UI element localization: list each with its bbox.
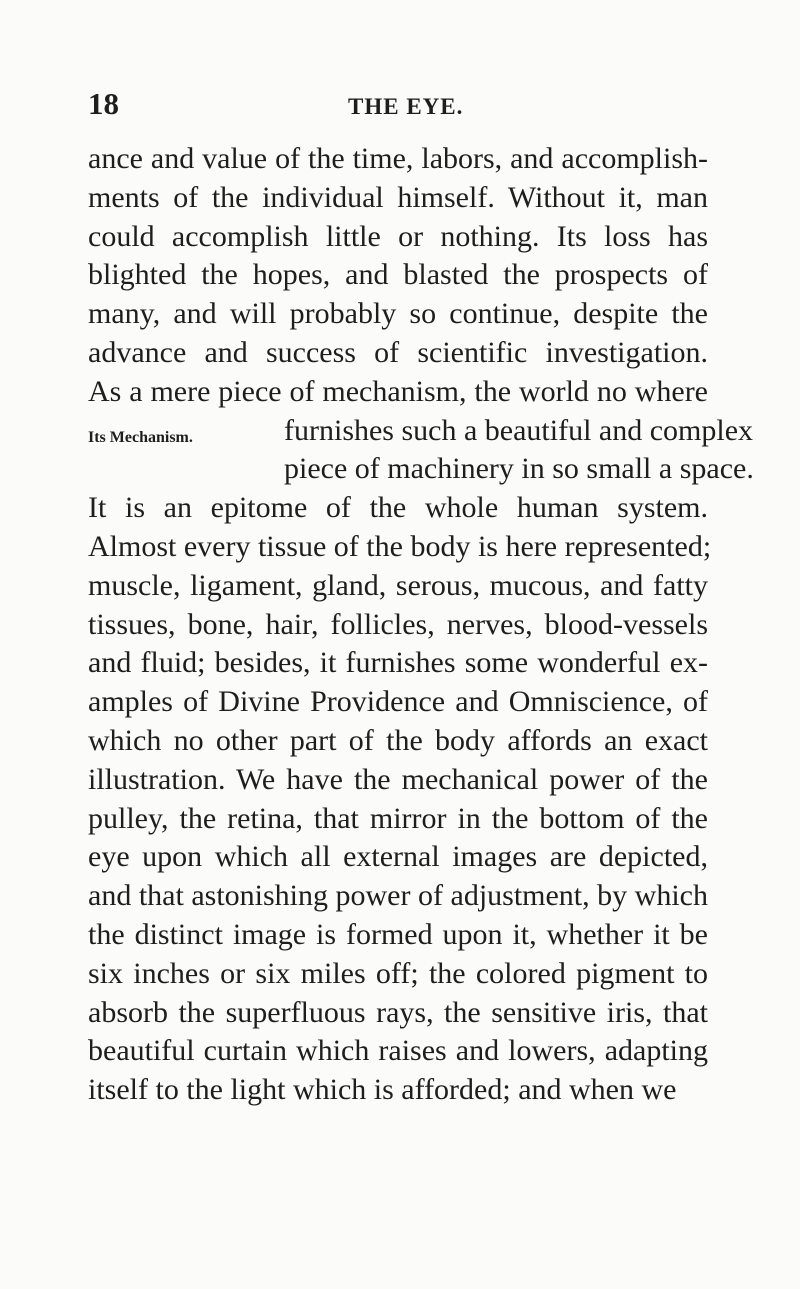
text-line: piece of machinery in so small a space. — [284, 452, 754, 486]
text-line: advance and success of scientific investigation. — [88, 335, 708, 369]
text-line: which no other part of the body affords an exact — [88, 723, 708, 757]
text-line: six inches or six miles off; the colored pigment to — [88, 956, 708, 990]
side-note: Its Mechanism. — [88, 429, 193, 446]
text-line: muscle, ligament, gland, serous, mucous, and fatty — [88, 568, 708, 602]
text-line: illustration. We have the mechanical power of the — [88, 762, 708, 796]
text-line: ments of the individual himself. Without it, man — [88, 180, 708, 214]
text-line: and that astonishing power of adjustment, by which — [88, 879, 708, 913]
text-line: beautiful curtain which raises and lowers, adapting — [88, 1034, 708, 1068]
text-line: It is an epitome of the whole human system. — [88, 491, 708, 525]
page-header — [88, 84, 708, 124]
text-line: eye upon which all external images are depicted, — [88, 840, 708, 874]
text-line: could accomplish little or nothing. Its loss has — [88, 219, 708, 253]
text-line: As a mere piece of mechanism, the world no where — [88, 374, 708, 408]
text-line: furnishes such a beautiful and complex — [284, 413, 754, 447]
text-line: Almost every tissue of the body is here represented; — [88, 529, 712, 563]
text-line: and fluid; besides, it furnishes some wonderful ex- — [88, 646, 708, 680]
text-line: the distinct image is formed upon it, whether it be — [88, 917, 708, 951]
text-line: blighted the hopes, and blasted the prospects of — [88, 258, 708, 292]
body-text — [88, 140, 754, 1110]
text-line: amples of Divine Providence and Omniscience, of — [88, 685, 708, 719]
text-line: ance and value of the time, labors, and accomplish- — [88, 142, 708, 175]
text-line: tissues, bone, hair, follicles, nerves, blood-vessels — [88, 607, 708, 641]
running-head: THE EYE. — [348, 94, 464, 119]
page-number: 18 — [88, 86, 119, 121]
text-line: absorb the superfluous rays, the sensitive iris, that — [88, 995, 708, 1029]
text-line: itself to the light which is afforded; and when we — [88, 1073, 677, 1107]
text-line: pulley, the retina, that mirror in the bottom of the — [88, 801, 708, 835]
text-line: many, and will probably so continue, despite the — [88, 297, 708, 331]
